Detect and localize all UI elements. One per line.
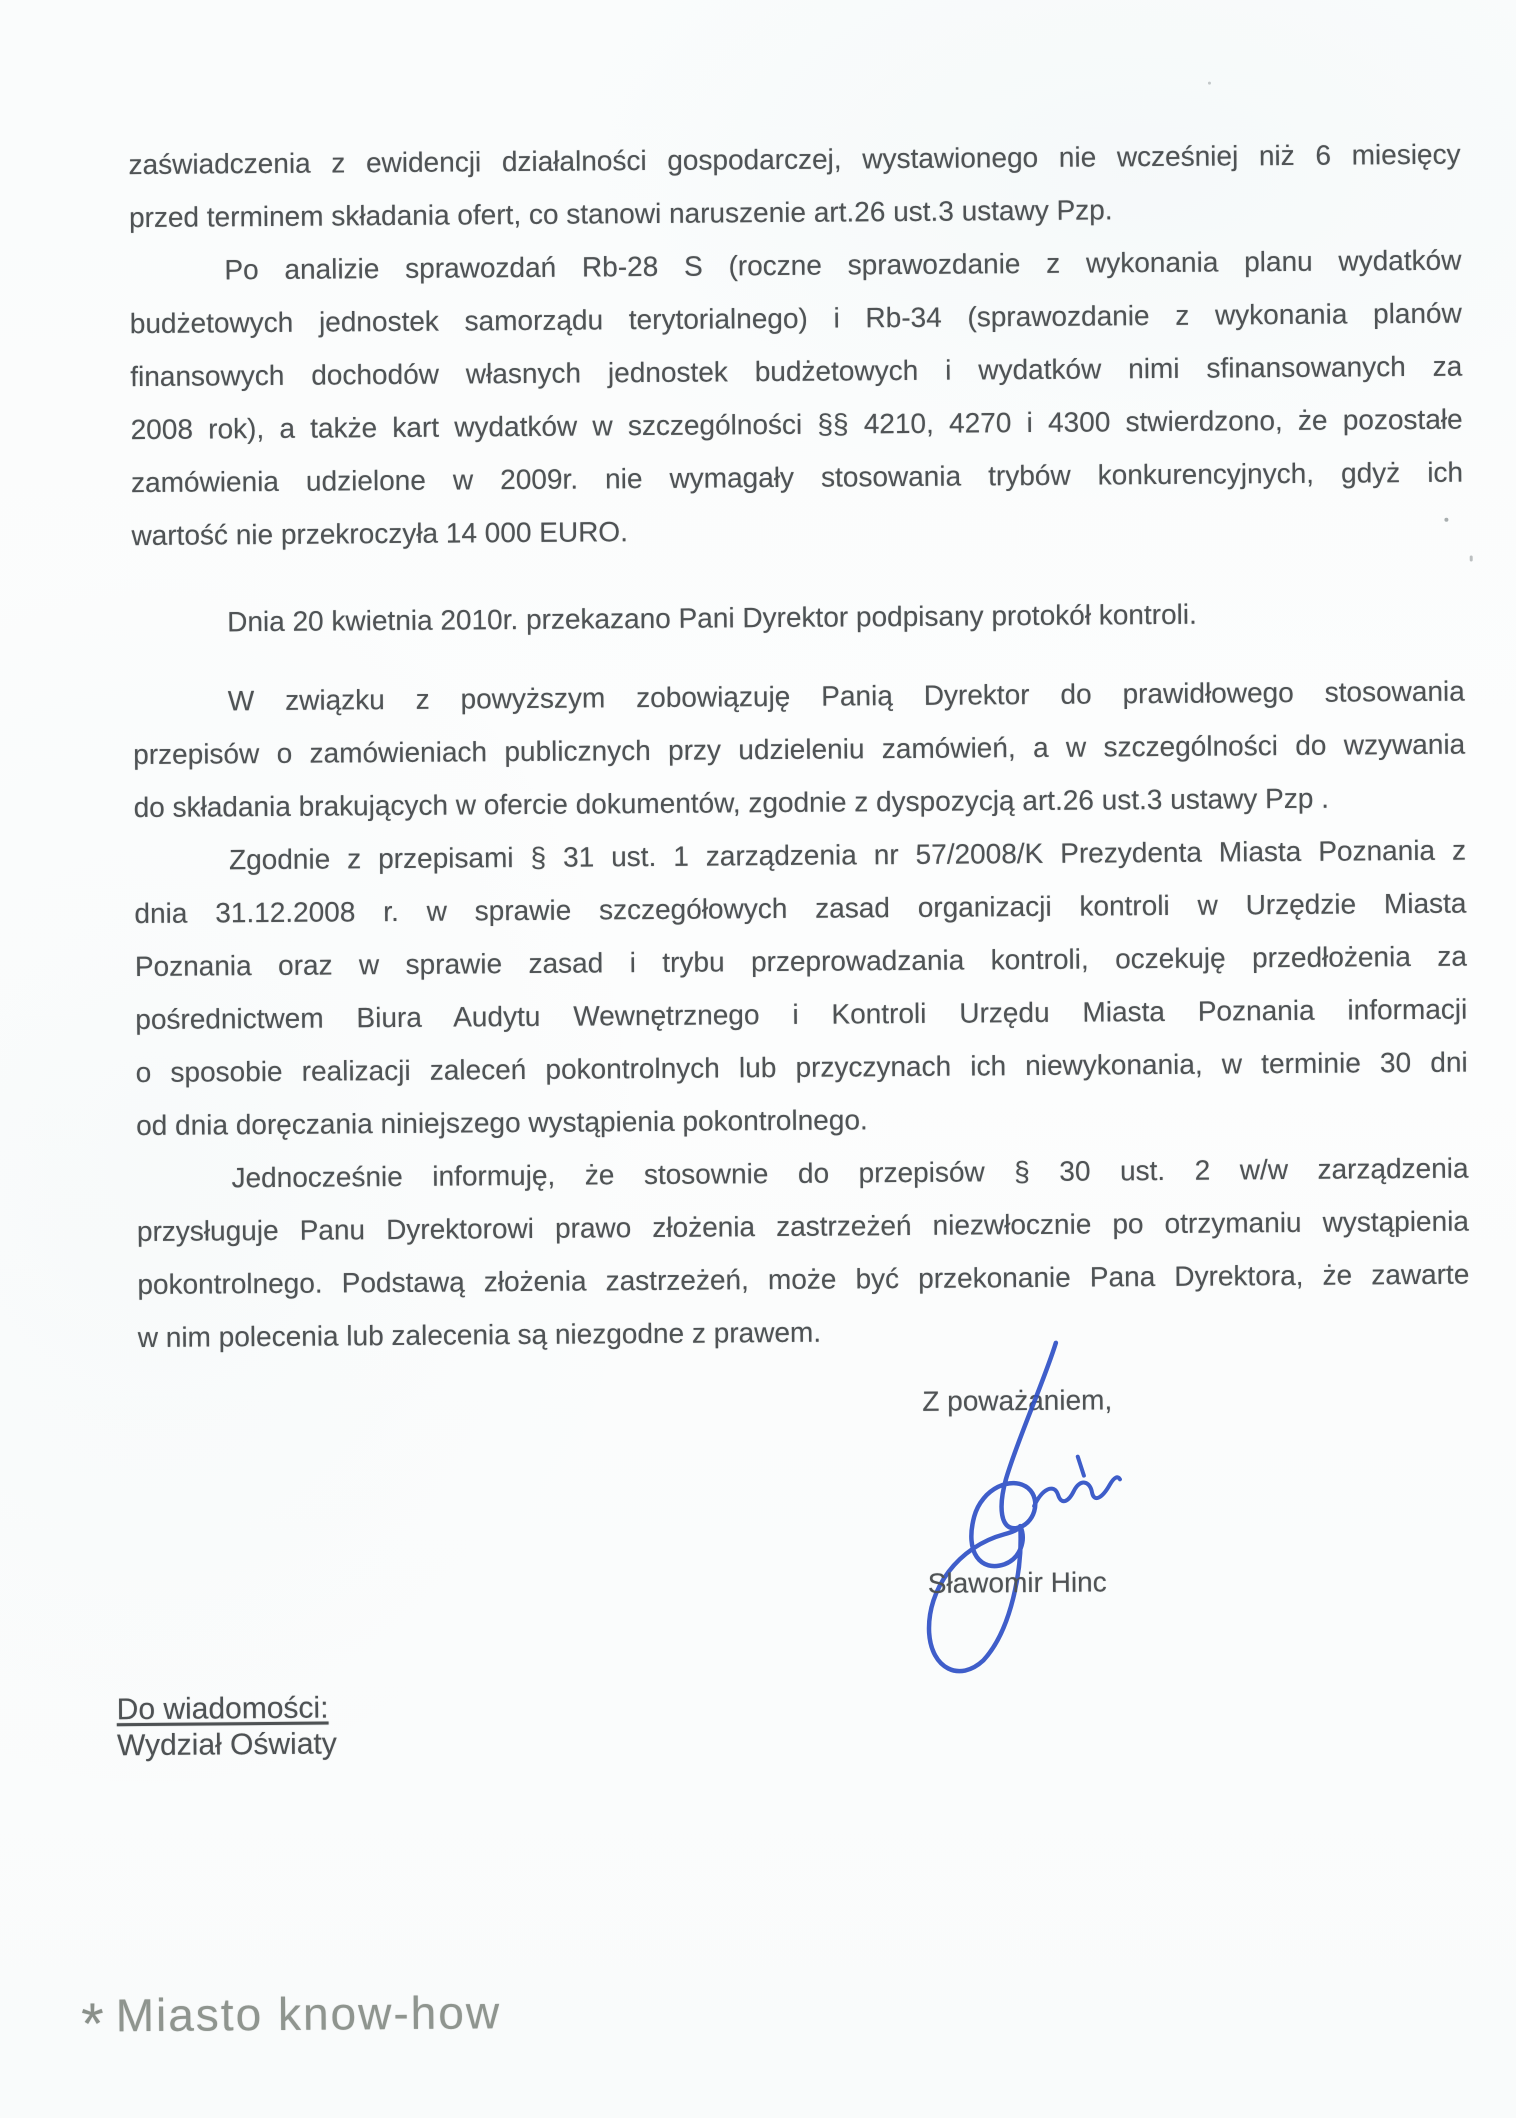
text-line: o sposobie realizacji zaleceń pokontrolnych lub przyczynach ich niewykonania, w terminie 30 dni (135, 1046, 1468, 1089)
text-line: wartość nie przekroczyła 14 000 EURO. (131, 516, 629, 552)
text-line: pokontrolnego. Podstawą złożenia zastrzeżeń, może być przekonanie Pana Dyrektora, że zawarte (137, 1258, 1470, 1301)
text-line: przepisów o zamówieniach publicznych przy udzieleniu zamówień, a w szczególności do wzywania (133, 728, 1466, 771)
text-line: zaświadczenia z ewidencji działalności gospodarczej, wystawionego nie wcześniej niż 6 miesięcy (128, 138, 1461, 181)
text-line: Dnia 20 kwietnia 2010r. przekazano Pani Dyrektor podpisany protokół kontroli. (227, 598, 1197, 638)
scan-speck (1208, 82, 1211, 85)
paragraph (129, 234, 1463, 562)
cc-recipient: Wydział Oświaty (116, 1727, 337, 1763)
scan-speck (1470, 556, 1473, 562)
text-line: do składania brakujących w ofercie dokumentów, zgodnie z dyspozycją art.26 ust.3 ustawy Pzp . (133, 782, 1330, 824)
text-line: przed terminem składania ofert, co stanowi naruszenie art.26 ust.3 ustawy Pzp. (128, 194, 1113, 234)
paragraph (132, 586, 1464, 649)
text-line: W związku z powyższym zobowiązuję Panią Dyrektor do prawidłowego stosowania (227, 675, 1465, 717)
cc-block (117, 1690, 337, 1764)
text-line: 2008 rok), a także kart wydatków w szczególności §§ 4210, 4270 i 4300 stwierdzono, że pozostałe (130, 403, 1463, 446)
text-line: przysługuje Panu Dyrektorowi prawo złożenia zastrzeżeń niezwłocznie po otrzymaniu wystąpienia (136, 1205, 1470, 1248)
text-line: dnia 31.12.2008 r. w sprawie szczegółowych zasad organizacji kontroli w Urzędzie Miasta (134, 887, 1467, 930)
paragraph (128, 128, 1461, 244)
handwritten-signature (904, 1328, 1151, 1694)
paragraph (134, 824, 1468, 1152)
text-line: pośrednictwem Biura Audytu Wewnętrznego i Kontroli Urzędu Miasta Poznania informacji (135, 993, 1468, 1036)
paragraph (133, 665, 1466, 834)
cc-heading: Do wiadomości: (116, 1691, 329, 1727)
text-line: zamówienia udzielone w 2009r. nie wymagały stosowania trybów konkurencyjnych, gdyż ich (130, 456, 1464, 499)
text-line: Poznania oraz w sprawie zasad i trybu przeprowadzania kontroli, oczekuję przedłożenia za (134, 940, 1467, 983)
text-line: Po analizie sprawozdań Rb-28 S (roczne sprawozdanie z wykonania planu wydatków (224, 244, 1462, 286)
text-line: budżetowych jednostek samorządu terytorialnego) i Rb-34 (sprawozdanie z wykonania planów (129, 297, 1462, 340)
signer-name: Sławomir Hinc (927, 1566, 1107, 1599)
scan-speck (1444, 518, 1448, 522)
city-logo (80, 1985, 502, 2057)
text-line: w nim polecenia lub zalecenia są niezgodne z prawem. (137, 1316, 822, 1354)
text-line: Zgodnie z przepisami § 31 ust. 1 zarządzenia nr 57/2008/K Prezydenta Miasta Poznania z (228, 834, 1467, 876)
letter-body (128, 128, 1470, 1364)
logo-text: Miasto know-how (115, 1986, 502, 2042)
closing-salutation: Z poważaniem, (922, 1384, 1113, 1417)
text-line: finansowych dochodów własnych jednostek budżetowych i wydatków nimi sfinansowanych za (130, 350, 1463, 393)
text-line: Jednocześnie informuję, że stosownie do przepisów § 30 ust. 2 w/w zarządzenia (231, 1152, 1469, 1194)
text-line: od dnia doręczania niniejszego wystąpienia pokontrolnego. (136, 1104, 868, 1142)
paragraph (136, 1142, 1470, 1364)
